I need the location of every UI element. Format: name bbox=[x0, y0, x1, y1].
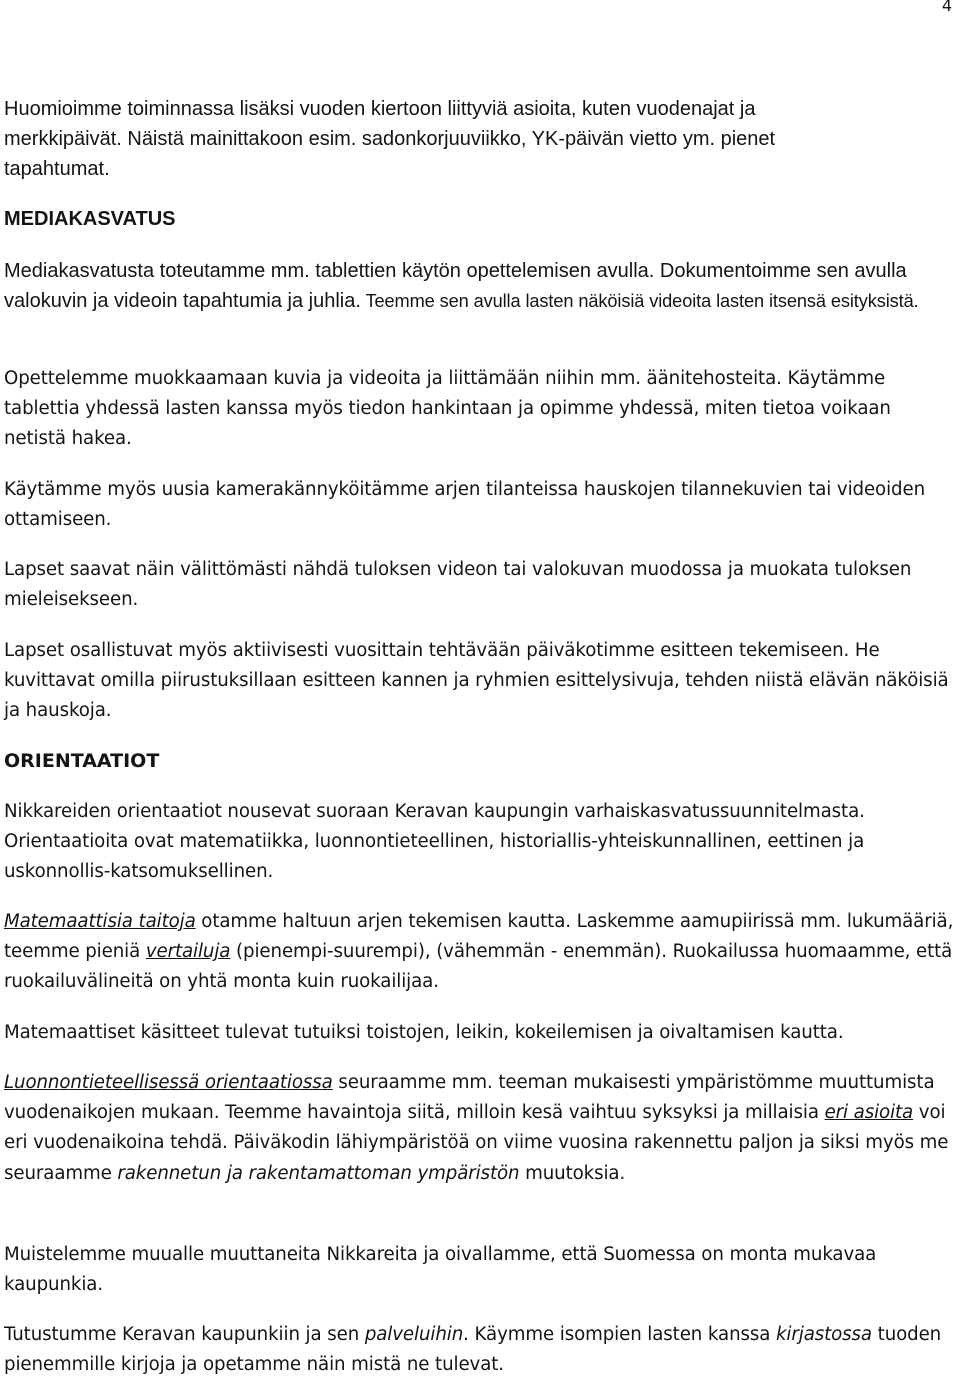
intro-paragraph: Huomioimme toiminnassa lisäksi vuoden kiertoon liittyviä asioita, kuten vuodenajat ja merkkipäivät. Näistä mainittakoon esim. sadonkorjuuviikko, YK-päivän vietto ym. pienet tapahtumat. bbox=[4, 98, 776, 180]
orient-paragraph-3: Matemaattiset käsitteet tulevat tutuiksi toistojen, leikin, kokeilemisen ja oivaltamisen kautta. bbox=[4, 1022, 844, 1043]
media-paragraph-2: Opettelemme muokkaamaan kuvia ja videoita ja liittämään niihin mm. äänitehosteita. Käytämme tablettia yhdessä lasten kanssa myös tiedon hankintaan ja opimme yhdessä, miten tietoa voikaan netistä hakea. bbox=[4, 368, 891, 450]
orient-paragraph-2 bbox=[4, 907, 956, 998]
emphasis-eri-asioita: eri asioita bbox=[824, 1102, 914, 1124]
orient-paragraph-4-part-a: seuraamme mm. teeman mukaisesti ympäristömme muuttumista vuodenaikojen mukaan. Teemme havaintoja siitä, milloin kesä vaihtuu syksyksi ja millaisia bbox=[4, 1072, 935, 1124]
orient-paragraph-5: Muistelemme muualle muuttaneita Nikkareita ja oivallamme, että Suomessa on monta mukavaa kaupunkia. bbox=[4, 1244, 877, 1296]
emphasis-vertailuja: vertailuja bbox=[145, 941, 231, 963]
orient-paragraph-4 bbox=[4, 1068, 956, 1189]
media-paragraph-1-part-b: Teemme sen avulla lasten näköisiä videoita lasten itsensä esityksistä. bbox=[360, 291, 919, 311]
media-paragraph-3: Käytämme myös uusia kamerakännyköitämme arjen tilanteissa hauskojen tilannekuvien tai videoiden ottamiseen. bbox=[4, 479, 925, 531]
orient-paragraph-4-part-b: voi eri vuodenaikoina tehdä. Päiväkodin lähiympäristöä on viime vuosina rakennettu paljon ja siksi myös me seuraamme bbox=[4, 1102, 949, 1184]
media-paragraph-4: Lapset saavat näin välittömästi nähdä tuloksen videon tai valokuvan muodossa ja muokata tuloksen mieleisekseen. bbox=[4, 559, 912, 611]
orient-paragraph-4-part-c: muutoksia. bbox=[519, 1162, 626, 1184]
emphasis-kirjastossa: kirjastossa bbox=[775, 1324, 872, 1345]
media-paragraph-5: Lapset osallistuvat myös aktiivisesti vuosittain tehtävään päiväkotimme esitteen tekemiseen. He kuvittavat omilla piirustuksillaan esitteen kannen ja ryhmien esittelysivuja, tehden niistä elävän näköisiä ja hauskoja. bbox=[4, 640, 949, 722]
emphasis-matemaattisia-taitoja: Matemaattisia taitoja bbox=[4, 911, 196, 932]
orient-paragraph-6-part-b: . Käymme isompien lasten kanssa bbox=[463, 1324, 776, 1345]
media-paragraph-1 bbox=[4, 256, 944, 316]
orient-paragraph-2-part-b: (pienempi-suurempi), (vähemmän - enemmän). Ruokailussa huomaamme, että ruokailuvälineitä on yhtä monta kuin ruokailijaa. bbox=[4, 941, 953, 993]
mediakasvatus-heading: MEDIAKASVATUS bbox=[4, 208, 176, 230]
media-paragraph-1-part-a: Mediakasvatusta toteutamme mm. tablettien käytön opettelemisen avulla. Dokumentoimme sen avulla valokuvin ja videoin tapahtumia ja juhlia. bbox=[4, 260, 907, 312]
orient-paragraph-6-part-a: Tutustumme Keravan kaupunkiin ja sen bbox=[4, 1324, 365, 1345]
page-number: 4 bbox=[941, 0, 952, 15]
orient-paragraph-6-part-c: tuoden pienemmille kirjoja ja opetamme näin mistä ne tulevat. bbox=[4, 1324, 942, 1376]
emphasis-rakennetun: rakennetun ja rakentamattoman ympäristön bbox=[117, 1162, 520, 1184]
orient-paragraph-6 bbox=[4, 1320, 956, 1380]
orientaatiot-heading: ORIENTAATIOT bbox=[4, 750, 160, 772]
orient-paragraph-2-part-a: otamme haltuun arjen tekemisen kautta. Laskemme aamupiirissä mm. lukumääriä, teemme pieniä bbox=[4, 911, 954, 963]
emphasis-luonnontieteellisessa: Luonnontieteellisessä orientaatiossa bbox=[4, 1072, 333, 1093]
emphasis-palveluihin: palveluihin bbox=[364, 1324, 464, 1345]
orient-paragraph-1: Nikkareiden orientaatiot nousevat suoraan Keravan kaupungin varhaiskasvatussuunnitelmasta. Orientaatioita ovat matematiikka, luonnontieteellinen, historiallis-yhteiskunnallinen, eettinen ja uskonnollis-katsomuksellinen. bbox=[4, 801, 865, 883]
